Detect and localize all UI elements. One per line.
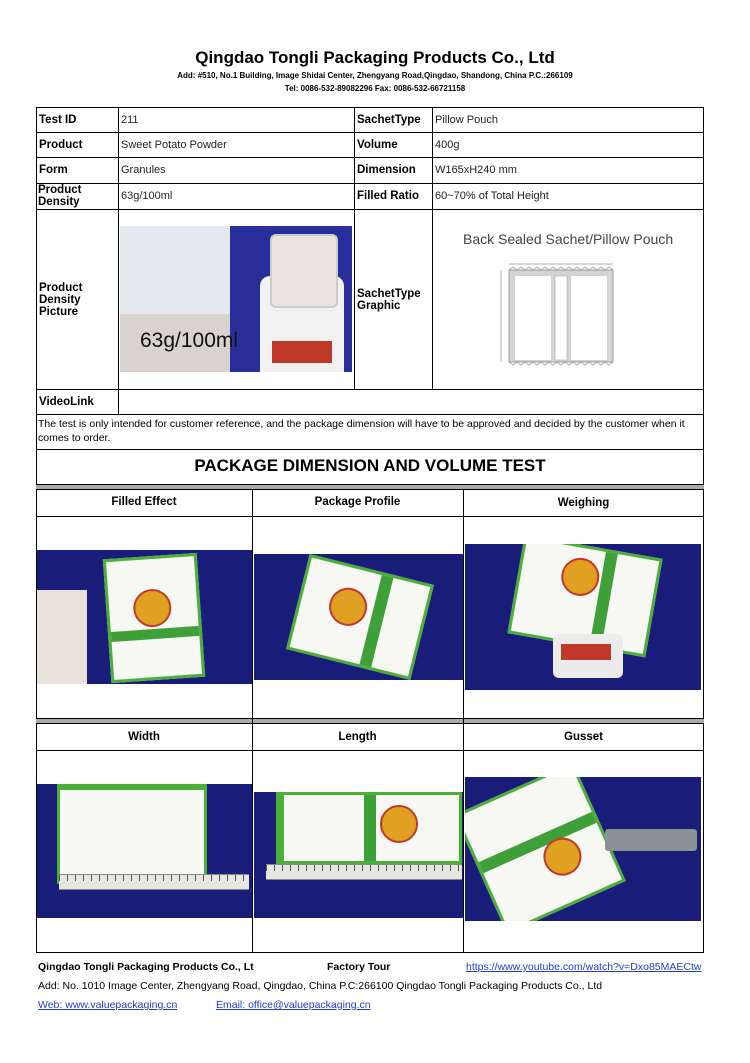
graphic-title: Back Sealed Sachet/Pillow Pouch [463,231,674,247]
product-label: Product [39,138,83,151]
col-gusset: Gusset [564,731,603,743]
footer-company: Qingdao Tongli Packaging Products Co., Lt [38,961,254,973]
footer-email-link[interactable]: Email: office@valuepackaging.cn [216,999,371,1011]
photo-filled-effect [37,550,252,684]
col-width: Width [128,731,160,743]
volume-value: 400g [435,138,460,151]
footer-web-link[interactable]: Web: www.valuepackaging.cn [38,999,178,1011]
col-package-profile: Package Profile [314,496,401,508]
company-title: Qingdao Tongli Packaging Products Co., Ltd [195,48,555,67]
density-picture-label: Product Density Picture [39,282,83,318]
section-title: PACKAGE DIMENSION AND VOLUME TEST [194,456,546,475]
col-weighing: Weighing [557,497,610,509]
pouch-diagram [433,210,704,389]
photo-length [254,792,463,918]
form-label: Form [39,164,68,176]
filled-ratio-value: 60~70% of Total Height [435,190,549,202]
volume-label: Volume [357,138,398,151]
test-id-value: 211 [121,113,139,126]
col-length: Length [338,731,377,743]
density-overlay-text: 63g/100ml [140,329,239,352]
sachet-type-value: Pillow Pouch [435,113,498,126]
photo-package-profile [254,554,463,680]
videolink-label: VideoLink [39,395,94,408]
dimension-value: W165xH240 mm [435,164,517,176]
density-label: Product Density [38,184,82,208]
company-address: Add: #510, No.1 Building, Image Shidai Center, Zhengyang Road,Qingdao, Shandong, China P.C.:266109 [177,71,573,80]
sachet-graphic-label: SachetType Graphic [357,288,421,312]
density-value: 63g/100ml [121,190,173,202]
product-value: Sweet Potato Powder [121,138,227,151]
footer-youtube-link[interactable]: https://www.youtube.com/watch?v=Dxo85MAECtw [466,961,702,973]
col-filled-effect: Filled Effect [111,496,177,508]
filled-ratio-label: Filled Ratio [357,190,419,202]
density-photo [120,226,352,372]
sachet-graphic [433,210,704,389]
photo-width [37,784,252,918]
sachet-type-label: SachetType [357,113,421,126]
photo-weighing [465,544,701,690]
disclaimer-note: The test is only intended for customer reference, and the package dimension will have to be approved and decided by the customer when it comes to order. [38,418,685,444]
dimension-label: Dimension [357,164,416,176]
footer-factory-tour: Factory Tour [327,961,391,973]
test-id-label: Test ID [39,113,77,126]
form-value: Granules [121,164,166,176]
company-contact: Tel: 0086-532-89082296 Fax: 0086-532-66721158 [284,84,466,93]
footer-address: Add: No. 1010 Image Center, Zhengyang Road, Qingdao, China P.C:266100 Qingdao Tongli Packaging Products Co., Ltd [38,980,603,992]
photo-gusset [465,777,701,921]
